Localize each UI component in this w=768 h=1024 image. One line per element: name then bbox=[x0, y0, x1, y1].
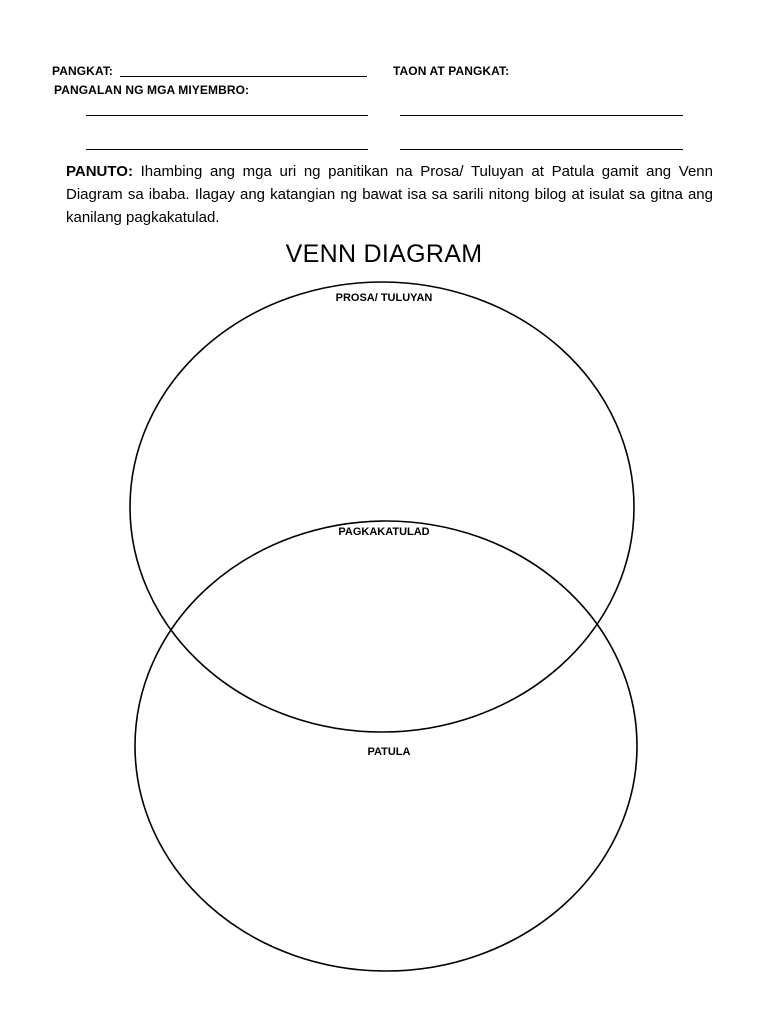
diagram-title: VENN DIAGRAM bbox=[285, 240, 483, 268]
overlap-label: PAGKAKATULAD bbox=[338, 526, 430, 538]
top-circle bbox=[130, 282, 634, 732]
top-circle-label: PROSA/ TULUYAN bbox=[335, 292, 433, 304]
instructions-lead: PANUTO: bbox=[66, 163, 133, 180]
year-section-label: TAON AT PANGKAT: bbox=[393, 64, 510, 78]
instructions-text: Ihambing ang mga uri ng panitikan na Prosa/ Tuluyan at Patula gamit ang Venn Diagram sa ibaba. Ilagay ang katangian ng bawat isa sa sarili nitong bilog at isulat sa gitna ang kanilang pagkakatulad. bbox=[66, 163, 713, 226]
members-label: PANGALAN NG MGA MIYEMBRO: bbox=[54, 83, 250, 97]
group-label: PANGKAT: bbox=[52, 64, 114, 78]
bottom-circle-label: PATULA bbox=[367, 746, 411, 758]
